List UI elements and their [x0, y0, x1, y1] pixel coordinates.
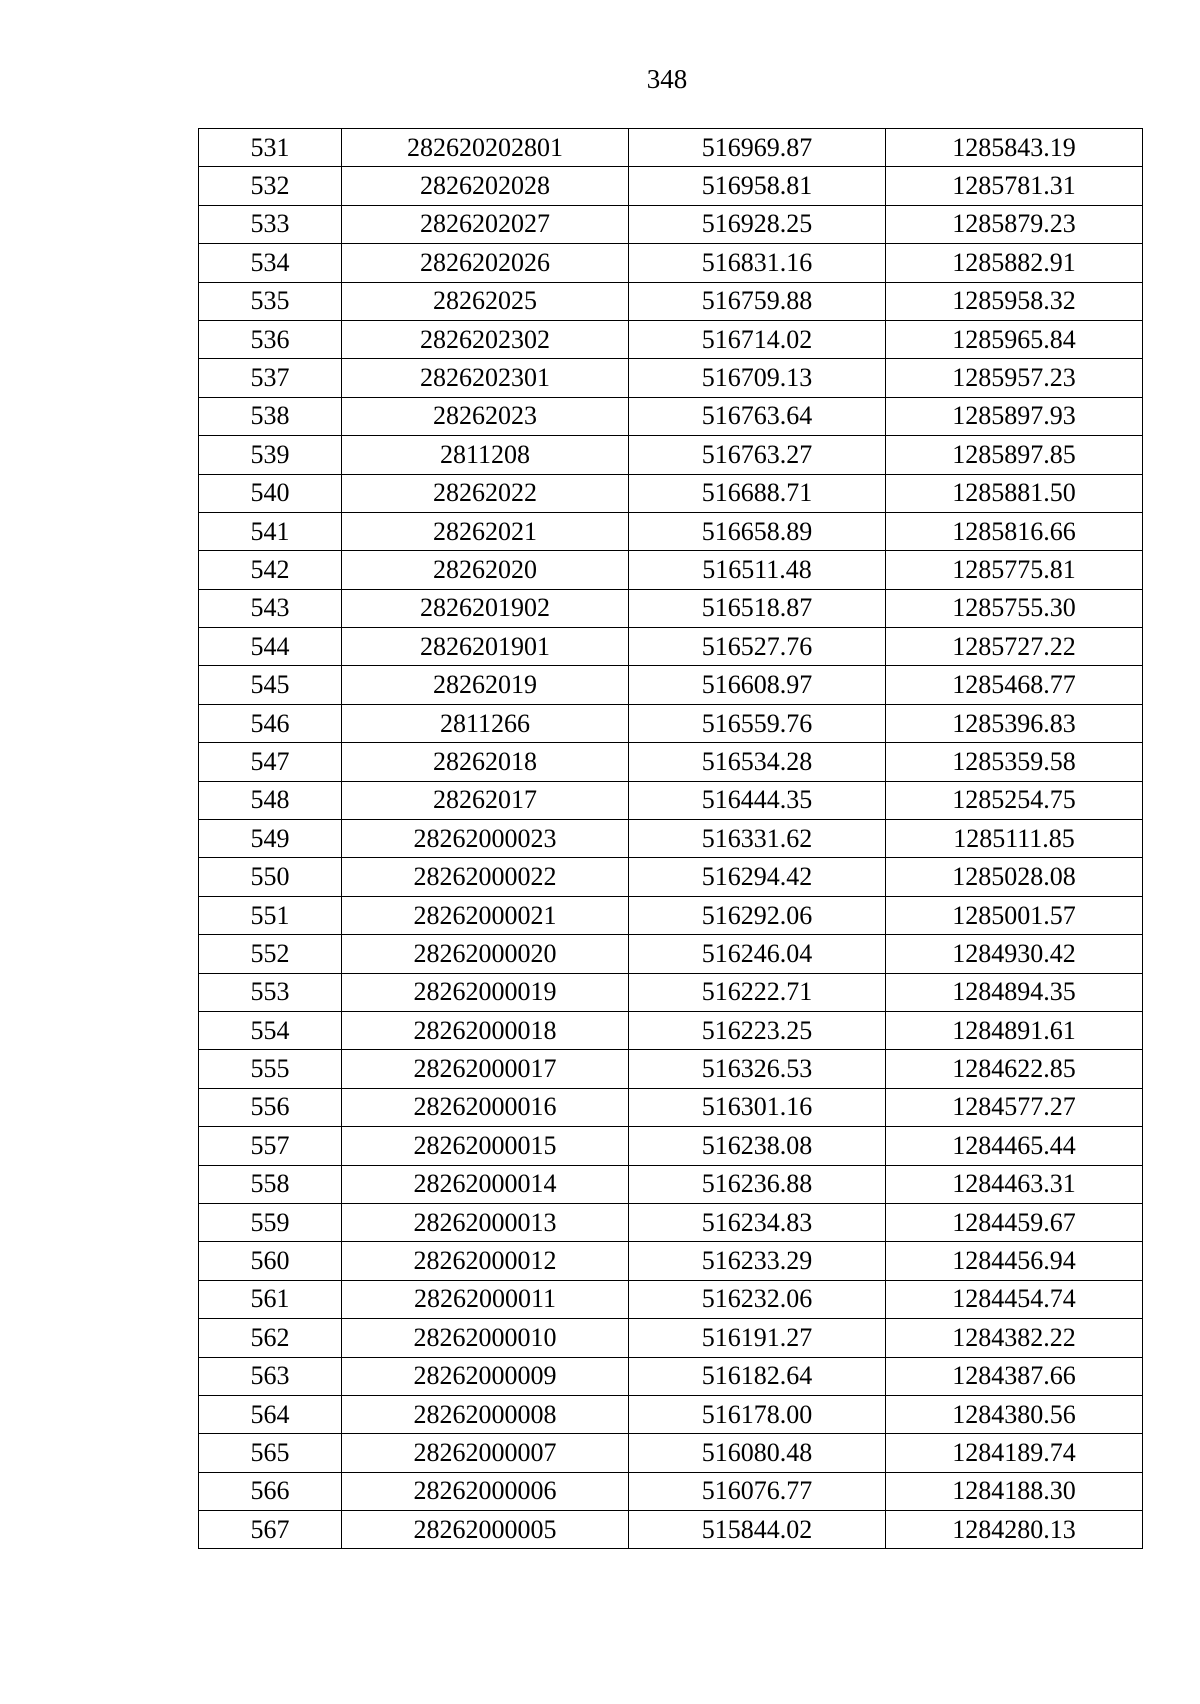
row-number-cell: 538: [199, 397, 342, 435]
point-id-cell: 28262000008: [342, 1395, 629, 1433]
table-row: [199, 244, 1143, 282]
point-id-cell: 2826202028: [342, 167, 629, 205]
y-coordinate-cell: 1285965.84: [886, 320, 1143, 358]
point-id-cell: 28262000020: [342, 935, 629, 973]
table-row: [199, 666, 1143, 704]
x-coordinate-cell: 516191.27: [629, 1319, 886, 1357]
point-id-cell: 28262000010: [342, 1319, 629, 1357]
point-id-cell: 28262000006: [342, 1472, 629, 1510]
y-coordinate-cell: 1284459.67: [886, 1203, 1143, 1241]
row-number-cell: 535: [199, 282, 342, 320]
table-row: [199, 781, 1143, 819]
point-id-cell: 28262000016: [342, 1088, 629, 1126]
row-number-cell: 553: [199, 973, 342, 1011]
table-row: [199, 1127, 1143, 1165]
table-row: [199, 359, 1143, 397]
y-coordinate-cell: 1285879.23: [886, 205, 1143, 243]
x-coordinate-cell: 516080.48: [629, 1434, 886, 1472]
row-number-cell: 550: [199, 858, 342, 896]
x-coordinate-cell: 516831.16: [629, 244, 886, 282]
y-coordinate-cell: 1284463.31: [886, 1165, 1143, 1203]
table-row: [199, 589, 1143, 627]
x-coordinate-cell: 516658.89: [629, 512, 886, 550]
y-coordinate-cell: 1285882.91: [886, 244, 1143, 282]
y-coordinate-cell: 1285111.85: [886, 820, 1143, 858]
y-coordinate-cell: 1285001.57: [886, 896, 1143, 934]
table-row: [199, 628, 1143, 666]
x-coordinate-cell: 516301.16: [629, 1088, 886, 1126]
y-coordinate-cell: 1284387.66: [886, 1357, 1143, 1395]
x-coordinate-cell: 516076.77: [629, 1472, 886, 1510]
y-coordinate-cell: 1284280.13: [886, 1511, 1143, 1549]
point-id-cell: 28262000005: [342, 1511, 629, 1549]
x-coordinate-cell: 516234.83: [629, 1203, 886, 1241]
y-coordinate-cell: 1285028.08: [886, 858, 1143, 896]
table-row: [199, 397, 1143, 435]
row-number-cell: 540: [199, 474, 342, 512]
y-coordinate-cell: 1284188.30: [886, 1472, 1143, 1510]
table-body: [199, 129, 1143, 1549]
row-number-cell: 555: [199, 1050, 342, 1088]
table-row: [199, 896, 1143, 934]
point-id-cell: 28262000015: [342, 1127, 629, 1165]
row-number-cell: 537: [199, 359, 342, 397]
table-row: [199, 1472, 1143, 1510]
x-coordinate-cell: 516688.71: [629, 474, 886, 512]
point-id-cell: 28262000007: [342, 1434, 629, 1472]
y-coordinate-cell: 1285843.19: [886, 129, 1143, 167]
table-row: [199, 551, 1143, 589]
x-coordinate-cell: 516958.81: [629, 167, 886, 205]
y-coordinate-cell: 1285958.32: [886, 282, 1143, 320]
table-row: [199, 1165, 1143, 1203]
point-id-cell: 28262000009: [342, 1357, 629, 1395]
x-coordinate-cell: 516292.06: [629, 896, 886, 934]
x-coordinate-cell: 516222.71: [629, 973, 886, 1011]
table-row: [199, 858, 1143, 896]
x-coordinate-cell: 516511.48: [629, 551, 886, 589]
row-number-cell: 563: [199, 1357, 342, 1395]
point-id-cell: 28262000018: [342, 1011, 629, 1049]
row-number-cell: 547: [199, 743, 342, 781]
table-row: [199, 474, 1143, 512]
point-id-cell: 2826202027: [342, 205, 629, 243]
table-row: [199, 320, 1143, 358]
y-coordinate-cell: 1284456.94: [886, 1242, 1143, 1280]
y-coordinate-cell: 1285881.50: [886, 474, 1143, 512]
row-number-cell: 565: [199, 1434, 342, 1472]
point-id-cell: 2826202302: [342, 320, 629, 358]
table-row: [199, 1203, 1143, 1241]
y-coordinate-cell: 1284465.44: [886, 1127, 1143, 1165]
y-coordinate-cell: 1284891.61: [886, 1011, 1143, 1049]
row-number-cell: 546: [199, 704, 342, 742]
point-id-cell: 28262000012: [342, 1242, 629, 1280]
y-coordinate-cell: 1285254.75: [886, 781, 1143, 819]
x-coordinate-cell: 516518.87: [629, 589, 886, 627]
row-number-cell: 532: [199, 167, 342, 205]
table-row: [199, 167, 1143, 205]
y-coordinate-cell: 1285816.66: [886, 512, 1143, 550]
row-number-cell: 533: [199, 205, 342, 243]
row-number-cell: 567: [199, 1511, 342, 1549]
point-id-cell: 2811266: [342, 704, 629, 742]
table-row: [199, 1088, 1143, 1126]
y-coordinate-cell: 1285468.77: [886, 666, 1143, 704]
y-coordinate-cell: 1285775.81: [886, 551, 1143, 589]
row-number-cell: 560: [199, 1242, 342, 1280]
x-coordinate-cell: 516182.64: [629, 1357, 886, 1395]
x-coordinate-cell: 516326.53: [629, 1050, 886, 1088]
point-id-cell: 28262023: [342, 397, 629, 435]
row-number-cell: 557: [199, 1127, 342, 1165]
table-row: [199, 282, 1143, 320]
table-row: [199, 1242, 1143, 1280]
x-coordinate-cell: 516294.42: [629, 858, 886, 896]
point-id-cell: 28262000022: [342, 858, 629, 896]
row-number-cell: 548: [199, 781, 342, 819]
row-number-cell: 552: [199, 935, 342, 973]
table-row: [199, 129, 1143, 167]
table-row: [199, 820, 1143, 858]
coordinates-table: [198, 128, 1143, 1549]
table-row: [199, 1511, 1143, 1549]
row-number-cell: 536: [199, 320, 342, 358]
point-id-cell: 2826201901: [342, 628, 629, 666]
y-coordinate-cell: 1284622.85: [886, 1050, 1143, 1088]
table-row: [199, 973, 1143, 1011]
table-row: [199, 436, 1143, 474]
y-coordinate-cell: 1285781.31: [886, 167, 1143, 205]
table-row: [199, 1395, 1143, 1433]
row-number-cell: 551: [199, 896, 342, 934]
table-row: [199, 512, 1143, 550]
x-coordinate-cell: 516236.88: [629, 1165, 886, 1203]
y-coordinate-cell: 1284189.74: [886, 1434, 1143, 1472]
row-number-cell: 531: [199, 129, 342, 167]
point-id-cell: 2826201902: [342, 589, 629, 627]
table-row: [199, 935, 1143, 973]
table-row: [199, 1434, 1143, 1472]
x-coordinate-cell: 516709.13: [629, 359, 886, 397]
row-number-cell: 559: [199, 1203, 342, 1241]
point-id-cell: 28262018: [342, 743, 629, 781]
row-number-cell: 544: [199, 628, 342, 666]
point-id-cell: 28262000021: [342, 896, 629, 934]
row-number-cell: 539: [199, 436, 342, 474]
y-coordinate-cell: 1285755.30: [886, 589, 1143, 627]
point-id-cell: 28262022: [342, 474, 629, 512]
row-number-cell: 541: [199, 512, 342, 550]
row-number-cell: 558: [199, 1165, 342, 1203]
point-id-cell: 28262000013: [342, 1203, 629, 1241]
row-number-cell: 542: [199, 551, 342, 589]
point-id-cell: 28262000019: [342, 973, 629, 1011]
x-coordinate-cell: 516444.35: [629, 781, 886, 819]
y-coordinate-cell: 1285359.58: [886, 743, 1143, 781]
x-coordinate-cell: 515844.02: [629, 1511, 886, 1549]
x-coordinate-cell: 516233.29: [629, 1242, 886, 1280]
x-coordinate-cell: 516527.76: [629, 628, 886, 666]
y-coordinate-cell: 1284382.22: [886, 1319, 1143, 1357]
y-coordinate-cell: 1284577.27: [886, 1088, 1143, 1126]
y-coordinate-cell: 1284894.35: [886, 973, 1143, 1011]
page-number: 348: [646, 64, 688, 94]
point-id-cell: 2811208: [342, 436, 629, 474]
x-coordinate-cell: 516232.06: [629, 1280, 886, 1318]
point-id-cell: 28262021: [342, 512, 629, 550]
x-coordinate-cell: 516759.88: [629, 282, 886, 320]
row-number-cell: 543: [199, 589, 342, 627]
y-coordinate-cell: 1285396.83: [886, 704, 1143, 742]
row-number-cell: 534: [199, 244, 342, 282]
point-id-cell: 28262017: [342, 781, 629, 819]
row-number-cell: 562: [199, 1319, 342, 1357]
y-coordinate-cell: 1285957.23: [886, 359, 1143, 397]
x-coordinate-cell: 516534.28: [629, 743, 886, 781]
x-coordinate-cell: 516763.64: [629, 397, 886, 435]
row-number-cell: 561: [199, 1280, 342, 1318]
row-number-cell: 545: [199, 666, 342, 704]
table-row: [199, 1319, 1143, 1357]
y-coordinate-cell: 1284454.74: [886, 1280, 1143, 1318]
x-coordinate-cell: 516763.27: [629, 436, 886, 474]
row-number-cell: 566: [199, 1472, 342, 1510]
row-number-cell: 556: [199, 1088, 342, 1126]
point-id-cell: 2826202026: [342, 244, 629, 282]
x-coordinate-cell: 516223.25: [629, 1011, 886, 1049]
table-row: [199, 1011, 1143, 1049]
row-number-cell: 564: [199, 1395, 342, 1433]
x-coordinate-cell: 516178.00: [629, 1395, 886, 1433]
point-id-cell: 28262000014: [342, 1165, 629, 1203]
y-coordinate-cell: 1285897.93: [886, 397, 1143, 435]
table-row: [199, 205, 1143, 243]
y-coordinate-cell: 1285897.85: [886, 436, 1143, 474]
point-id-cell: 28262019: [342, 666, 629, 704]
table-row: [199, 1280, 1143, 1318]
row-number-cell: 554: [199, 1011, 342, 1049]
x-coordinate-cell: 516608.97: [629, 666, 886, 704]
table-row: [199, 743, 1143, 781]
point-id-cell: 2826202301: [342, 359, 629, 397]
x-coordinate-cell: 516559.76: [629, 704, 886, 742]
y-coordinate-cell: 1284380.56: [886, 1395, 1143, 1433]
x-coordinate-cell: 516714.02: [629, 320, 886, 358]
point-id-cell: 28262020: [342, 551, 629, 589]
point-id-cell: 28262000017: [342, 1050, 629, 1088]
point-id-cell: 282620202801: [342, 129, 629, 167]
table-row: [199, 704, 1143, 742]
y-coordinate-cell: 1285727.22: [886, 628, 1143, 666]
x-coordinate-cell: 516331.62: [629, 820, 886, 858]
x-coordinate-cell: 516969.87: [629, 129, 886, 167]
table-row: [199, 1357, 1143, 1395]
x-coordinate-cell: 516246.04: [629, 935, 886, 973]
x-coordinate-cell: 516238.08: [629, 1127, 886, 1165]
point-id-cell: 28262000023: [342, 820, 629, 858]
y-coordinate-cell: 1284930.42: [886, 935, 1143, 973]
table-row: [199, 1050, 1143, 1088]
point-id-cell: 28262000011: [342, 1280, 629, 1318]
point-id-cell: 28262025: [342, 282, 629, 320]
row-number-cell: 549: [199, 820, 342, 858]
x-coordinate-cell: 516928.25: [629, 205, 886, 243]
